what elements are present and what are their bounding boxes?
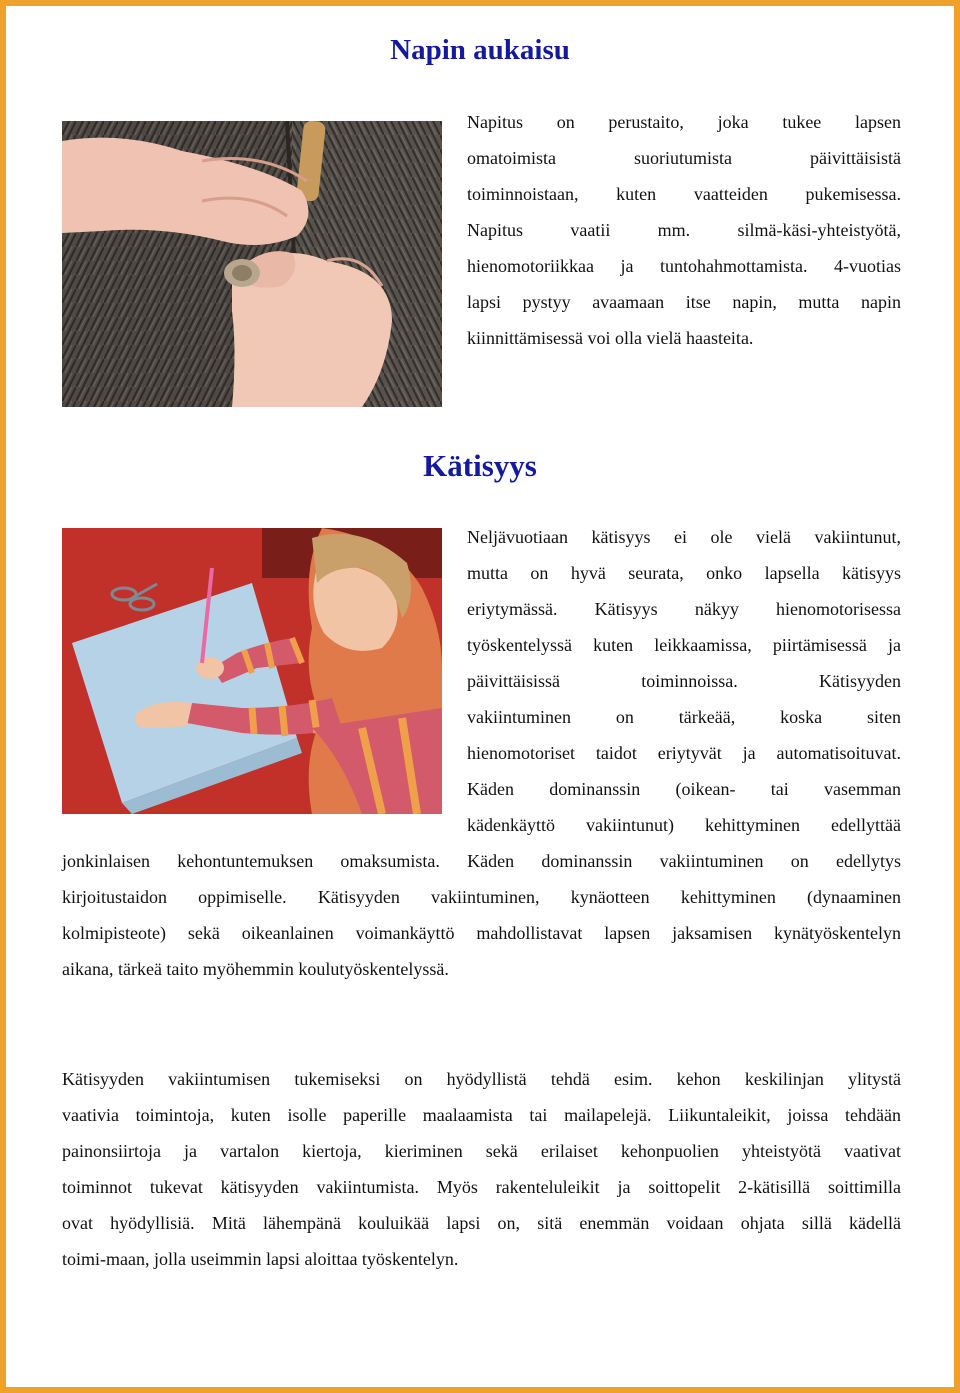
napitus-paragraph [467, 104, 901, 356]
text-line: toimi-maan, jolla useimmin lapsi aloittaa työskentelyn. [62, 1249, 459, 1269]
text-line: ovat hyödyllisiä. Mitä lähempänä kouluikää lapsi on, sitä enemmän voidaan ohjata sillä kädellä [62, 1213, 901, 1233]
text-line: painonsiirtoja ja vartalon kiertoja, kieriminen sekä erilaiset kehonpuolien yhteistyötä vaativat [62, 1141, 901, 1161]
photo-hands-unbuttoning [62, 121, 442, 407]
text-line: Neljävuotiaan kätisyys ei ole vielä vakiintunut, [467, 527, 901, 547]
text-line: hienomotoriikkaa ja tuntohahmottamista. 4-vuotias [467, 256, 901, 276]
text-line: Käden dominanssin (oikean- tai vasemman [467, 779, 901, 799]
photo-child-drawing [62, 528, 442, 814]
text-line: vakiintuminen on tärkeää, koska siten [467, 707, 901, 727]
section-title-napin-aukaisu: Napin aukaisu [390, 34, 570, 66]
text-line: toiminnoistaan, kuten vaatteiden pukemisessa. [467, 184, 901, 204]
text-line: kiinnittämisessä voi olla vielä haasteita. [467, 328, 754, 348]
text-line: aikana, tärkeä taito myöhemmin koulutyöskentelyssä. [62, 959, 449, 979]
section-title-katisyys: Kätisyys [423, 448, 537, 483]
text-line: vaativia toimintoja, kuten isolle paperille maalaamista tai mailapelejä. Liikuntaleikit, joissa tehdään [62, 1105, 901, 1125]
katisyys-side-paragraph [467, 519, 901, 843]
text-line: jonkinlaisen kehontuntemuksen omaksumista. Käden dominanssin vakiintuminen on edellytys [62, 851, 901, 871]
text-line: lapsi pystyy avaamaan itse napin, mutta napin [467, 292, 901, 312]
text-line: päivittäisissä toiminnoissa. Kätisyyden [467, 671, 901, 691]
text-line: Napitus vaatii mm. silmä-käsi-yhteistyötä, [467, 220, 901, 240]
text-line: työskentelyssä kuten leikkaamissa, piirtämisessä ja [467, 635, 901, 655]
text-line: mutta on hyvä seurata, onko lapsella kätisyys [467, 563, 901, 583]
katisyys-full-paragraph [62, 843, 901, 987]
katisyys-support-paragraph [62, 1061, 901, 1277]
text-line: kolmipisteote) sekä oikeanlainen voimankäyttö mahdollistavat lapsen jaksamisen kynätyöskentelyn [62, 923, 901, 943]
text-line: hienomotoriset taidot eriytyvät ja automatisoituvat. [467, 743, 901, 763]
text-line: eriytymässä. Kätisyys näkyy hienomotorisessa [467, 599, 901, 619]
text-line: Napitus on perustaito, joka tukee lapsen [467, 112, 901, 132]
text-line: kirjoitustaidon oppimiselle. Kätisyyden vakiintuminen, kynäotteen kehittyminen (dynaaminen [62, 887, 901, 907]
text-line: toiminnot tukevat kätisyyden vakiintumista. Myös rakenteluleikit ja soittopelit 2-kätisillä soittimilla [62, 1177, 901, 1197]
text-line: omatoimista suoriutumista päivittäisistä [467, 148, 901, 168]
text-line: kädenkäyttö vakiintunut) kehittyminen edellyttää [467, 815, 901, 835]
text-line: Kätisyyden vakiintumisen tukemiseksi on hyödyllistä tehdä esim. kehon keskilinjan ylitystä [62, 1069, 901, 1089]
